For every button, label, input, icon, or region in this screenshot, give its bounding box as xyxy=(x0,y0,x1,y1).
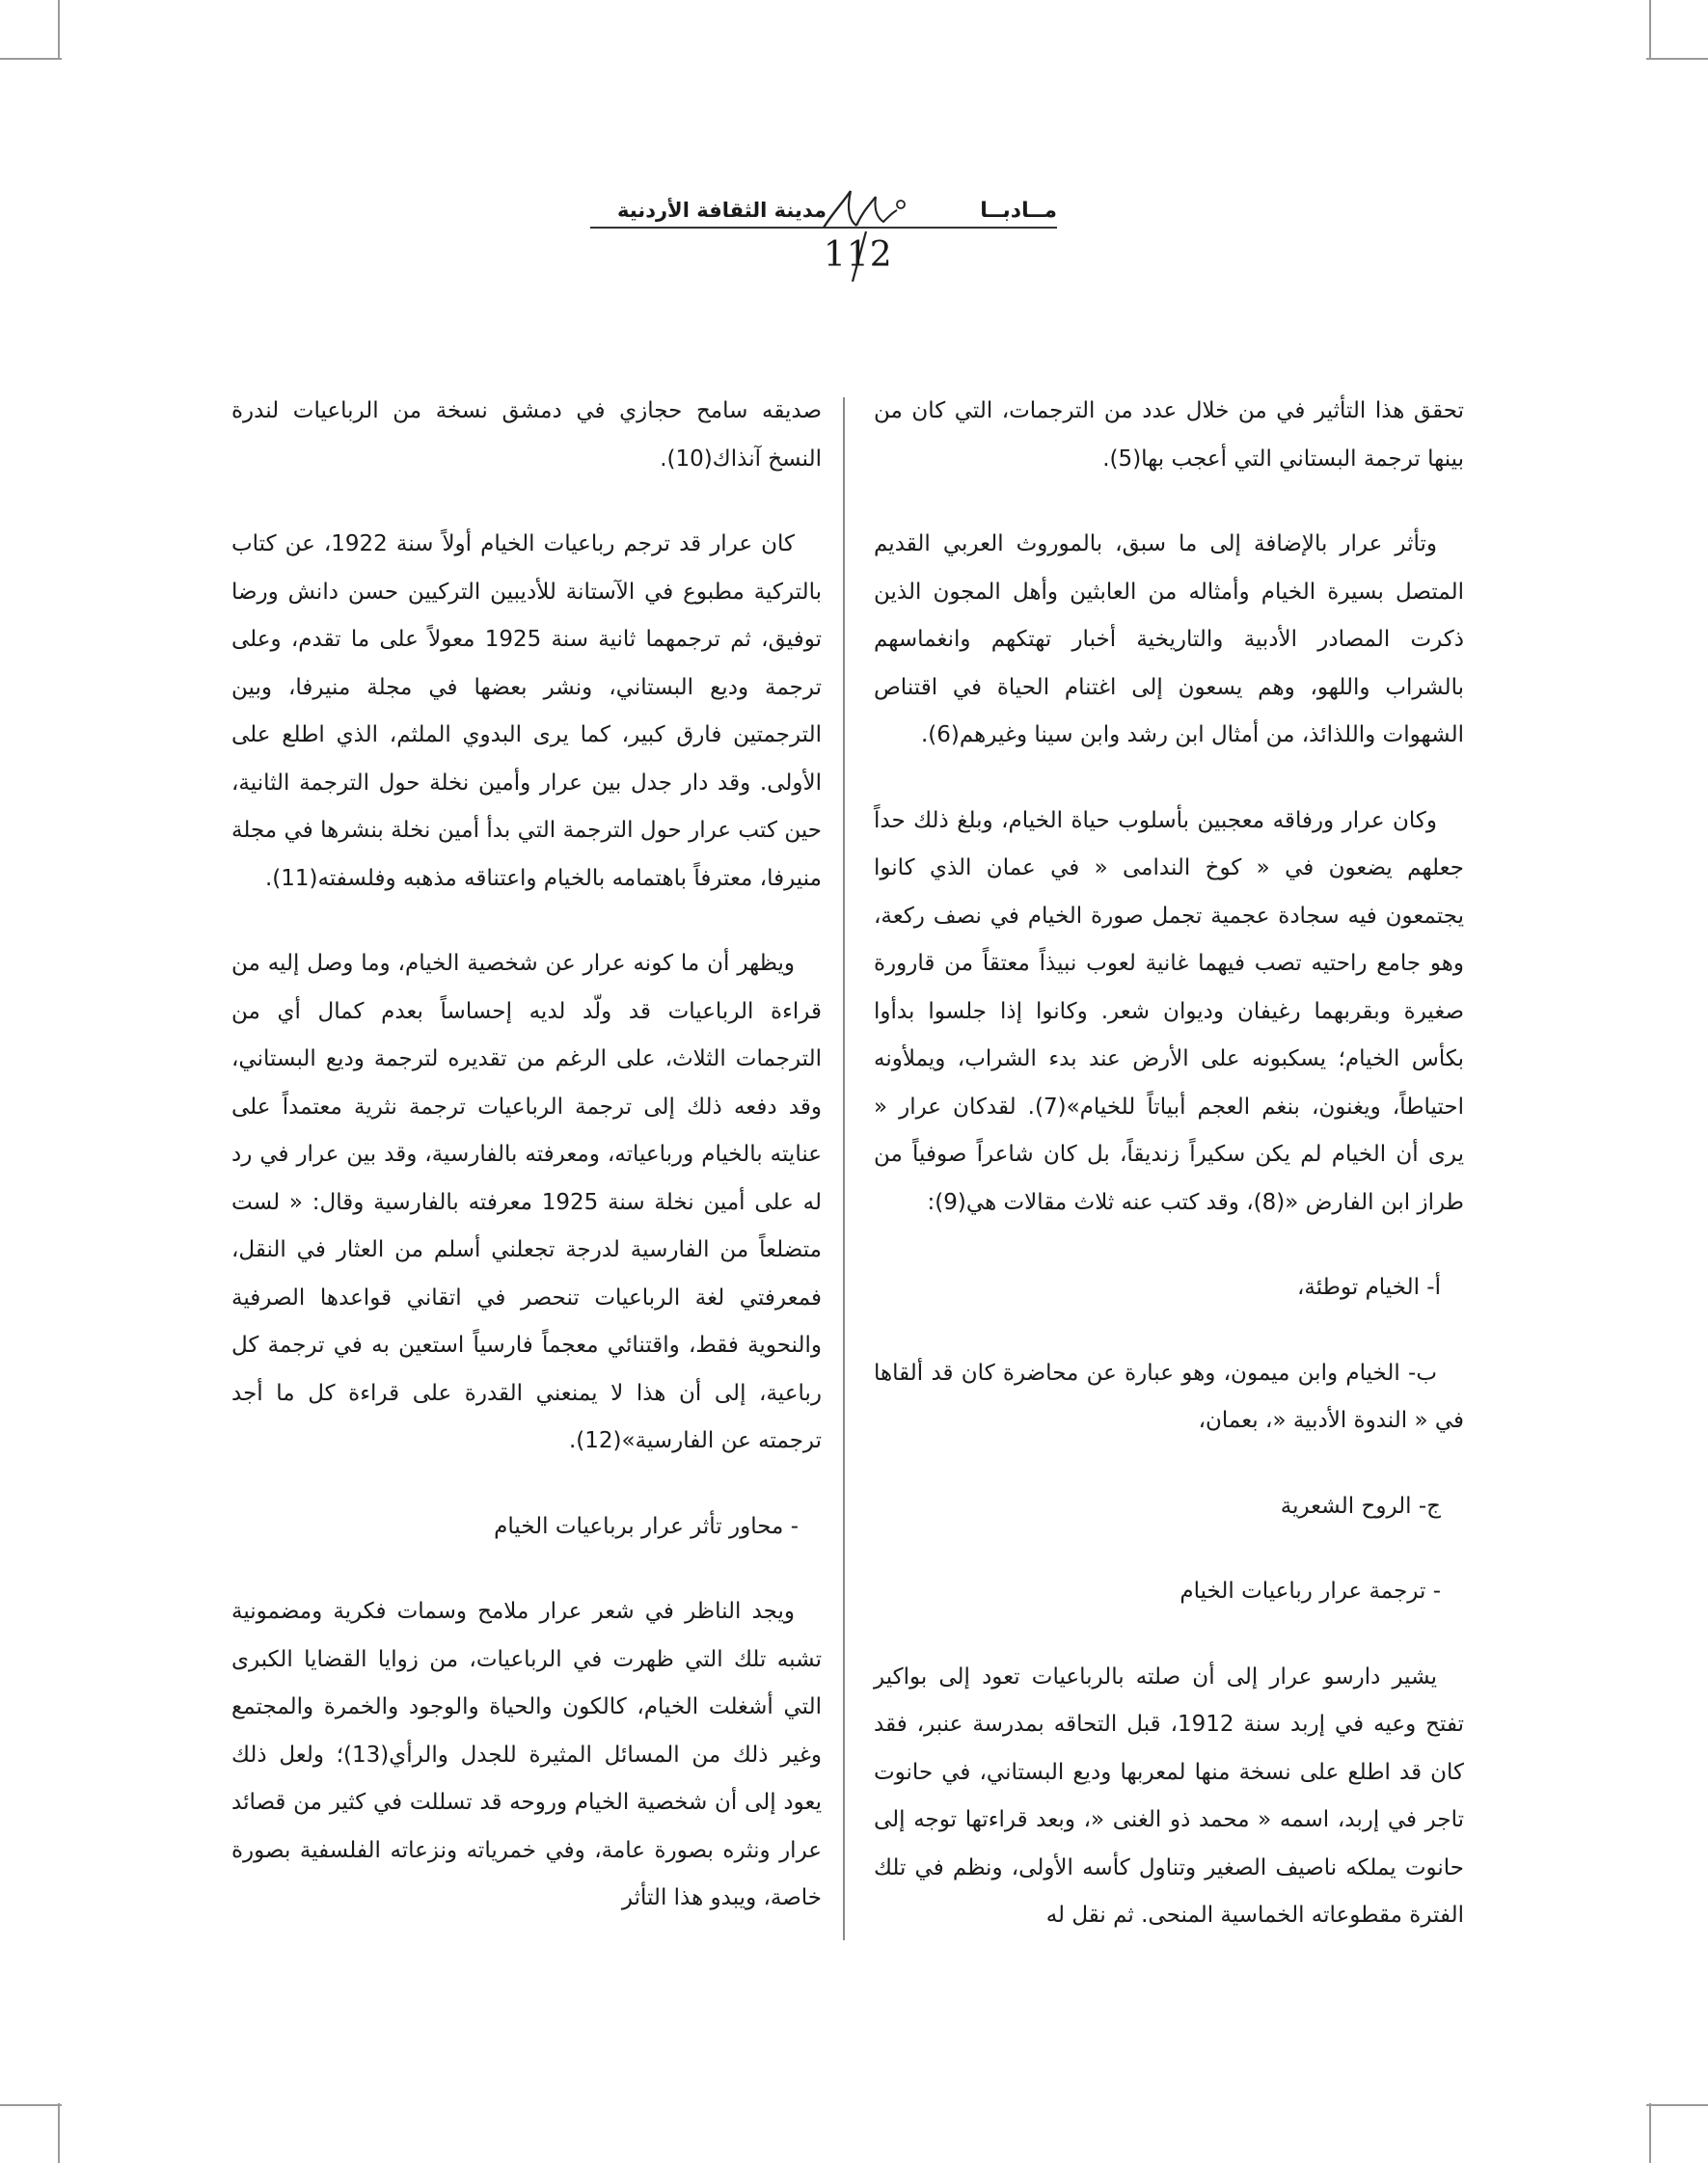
city-subtitle: مدينة الثقافة الأردنية xyxy=(617,199,827,222)
crop-mark xyxy=(1649,0,1651,60)
paragraph: ويجد الناظر في شعر عرار ملامح وسمات فكرية ومضمونية تشبه تلك التي ظهرت في الرباعيات، من زوايا القضايا الكبرى التي أشغلت الخيام، كالكون والحياة والوجود والخمرة والمجتمع وغير ذلك من المسائل المثيرة للجدل والرأي(13)؛ ولعل ذلك يعود إلى أن شخصية الخيام وروحه قد تسللت في كثير من قصائد عرار ونثره بصورة عامة، وفي خمرياته ونزعاته الفلسفية بصورة خاصة، ويبدو هذا التأثر xyxy=(231,1599,823,1910)
crop-mark xyxy=(0,2104,62,2106)
crop-mark xyxy=(58,2103,60,2163)
text-column-right xyxy=(874,388,1464,1940)
text-column-left xyxy=(231,388,822,1940)
paragraph: يشير دارسو عرار إلى أن صلته بالرباعيات تعود إلى بواكير تفتح وعيه في إربد سنة 1912، قبل التحاقه بمدرسة عنبر، فقد كان قد اطلع على نسخة منها لمعربها وديع البستاني، في حانوت تاجر في إربد، اسمه « محمد ذو الغنى «، وبعد قراءتها توجه إلى حانوت يملكه ناصيف الصغير وتناول كأسه الأولى، ونظم في تلك الفترة مقطوعاته الخماسية المنحى. ثم نقل له xyxy=(874,1663,1464,1928)
page-number: 112 xyxy=(824,235,893,275)
paragraph: صديقه سامح حجازي في دمشق نسخة من الرباعيات لندرة النسخ آنذاك(10). xyxy=(231,398,822,472)
magazine-name: مــادبــا xyxy=(980,199,1057,223)
crop-mark xyxy=(58,0,60,60)
section-heading: - ترجمة عرار رباعيات الخيام xyxy=(1179,1579,1441,1604)
paragraph: ويظهر أن ما كونه عرار عن شخصية الخيام، وما وصل إليه من قراءة الرباعيات قد ولّد لديه إحساساً بعدم كمال أي من الترجمات الثلاث، على الرغم من تقديره لترجمة وديع البستاني، وقد دفعه ذلك إلى ترجمة الرباعيات ترجمة نثرية معتمداً على عنايته بالخيام ورباعياته، ومعرفته بالفارسية، وقد بين عرار في رد له على أمين نخلة سنة 1925 معرفته بالفارسية وقال: « لست متضلعاً من الفارسية لدرجة تجعلني أسلم من العثار في النقل، فمعرفتي لغة الرباعيات تنحصر في اتقاني قواعدها الصرفية والنحوية فقط، واقتنائي معجماً فارسياً استعين به في ترجمة كل رباعية، إلى أن هذا لا يمنعني القدرة على قراءة كل ما أجد ترجمته عن الفارسية»(12). xyxy=(231,951,822,1453)
paragraph: تحقق هذا التأثير في من خلال عدد من الترجمات، التي كان من بينها ترجمة البستاني التي أعجب بها(5). xyxy=(874,398,1464,472)
paragraph: وتأثر عرار بالإضافة إلى ما سبق، بالموروث العربي القديم المتصل بسيرة الخيام وأمثاله من العابثين وأهل المجون الذين ذكرت المصادر الأدبية والتاريخية أخبار تهتكهم وانغماسهم بالشراب واللهو، وهم يسعون إلى اغتنام الحياة في اقتناص الشهوات واللذائذ، من أمثال ابن رشد وابن سينا وغيرهم(6). xyxy=(874,531,1464,747)
crop-mark xyxy=(1649,2103,1651,2163)
crop-mark xyxy=(0,58,62,60)
list-item: أ- الخيام توطئة، xyxy=(1296,1275,1441,1300)
crop-mark xyxy=(1646,58,1708,60)
section-heading: - محاور تأثر عرار برباعيات الخيام xyxy=(494,1513,799,1539)
column-divider xyxy=(843,397,845,1940)
running-header xyxy=(590,183,1057,289)
paragraph: وكان عرار ورفاقه معجبين بأسلوب حياة الخيام، وبلغ ذلك حداً جعلهم يضعون في « كوخ الندامى « في عمان الذي كانوا يجتمعون فيه سجادة عجمية تجمل صورة الخيام في نصف ركعة، وهو جامع راحتيه تصب فيهما غانية لعوب نبيذاً معتقاً من قارورة صغيرة وبقربهما رغيفان وديوان شعر. وكانوا إذا جلسوا بدأوا بكأس الخيام؛ يسكبونه على الأرض عند بدء الشراب، ويملأونه احتياطاً، ويغنون، بنغم العجم أبياتاً للخيام»(7). لقدكان عرار « يرى أن الخيام لم يكن سكيراً زنديقاً، بل كان شاعراً صوفياً من طراز ابن الفارض «(8)، وقد كتب عنه ثلاث مقالات هي(9): xyxy=(874,807,1464,1215)
list-item: ب- الخيام وابن ميمون، وهو عبارة عن محاضرة كان قد ألقاها في « الندوة الأدبية «، بعمان، xyxy=(874,1360,1464,1433)
list-item: ج- الروح الشعرية xyxy=(1280,1493,1441,1519)
paragraph: كان عرار قد ترجم رباعيات الخيام أولاً سنة 1922، عن كتاب بالتركية مطبوع في الآستانة للأديبين التركيين حسن دانش ورضا توفيق، ثم ترجمهما ثانية سنة 1925 معولاً على ما تقدم، وعلى ترجمة وديع البستاني، ونشر بعضها في مجلة منيرفا، وبين الترجمتين فارق كبير، كما يرى البدوي الملثم، الذي اطلع على الأولى. وقد دار جدل بين عرار وأمين نخلة حول الترجمة الثانية، حين كتب عرار حول الترجمة التي بدأ أمين نخلة بنشرها في مجلة منيرفا، معترفاً باهتمامه بالخيام واعتناقه مذهبه وفلسفته(11). xyxy=(231,531,822,891)
crop-mark xyxy=(1646,2104,1708,2106)
